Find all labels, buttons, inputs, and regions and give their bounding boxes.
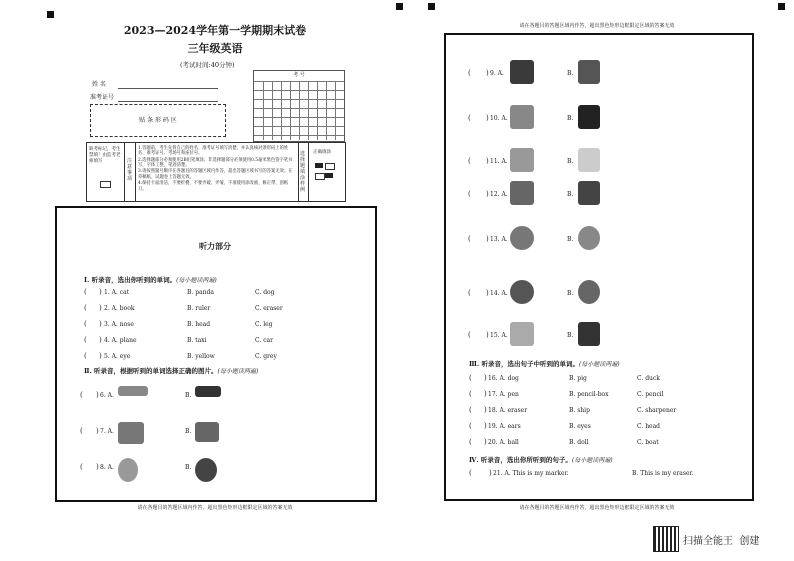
egg-icon — [510, 280, 534, 304]
option-b: B. pig — [569, 375, 587, 382]
name-label: 姓 名 — [92, 81, 106, 88]
answer-paren-open[interactable]: ( — [469, 374, 472, 382]
picture-option-a: 8. A. — [100, 464, 114, 471]
grid-line — [299, 81, 300, 140]
q-row — [84, 305, 344, 315]
notice-item: 3.请按照题号顺序在各题目的答题区域内作答，超出答题区域书写的答案无效；在草稿纸、试题卷上答题无效。 — [138, 169, 293, 180]
q-row — [469, 407, 739, 417]
watermark-text: 扫描全能王 创建 — [683, 536, 760, 547]
option-c: C. car — [255, 337, 273, 344]
corner-mark — [396, 3, 403, 10]
section2-title-text: Ⅱ. 听录音，根据听到的单词选择正确的图片。 — [84, 367, 218, 375]
balloon-icon — [578, 226, 600, 250]
picture-option-b: B. — [185, 428, 192, 435]
option-c: C. eraser — [255, 305, 283, 312]
sticker-label: 贴 条 形 码 区 — [139, 116, 177, 124]
q-row — [84, 289, 344, 299]
picture-row — [80, 428, 350, 458]
section1-title — [84, 275, 217, 284]
answer-paren-open[interactable]: ( — [468, 289, 471, 297]
section4-title — [469, 455, 613, 464]
answer-paren-close: ) — [486, 289, 489, 297]
absent-checkbox[interactable] — [100, 181, 111, 188]
grid-line — [263, 81, 264, 140]
answer-paren-open[interactable]: ( — [84, 304, 87, 312]
answer-paren-close: ) — [96, 463, 99, 471]
right-top-rule — [444, 33, 754, 34]
section3-title — [469, 359, 620, 368]
answer-paren-open[interactable]: ( — [84, 336, 87, 344]
answer-paren-open[interactable]: ( — [84, 288, 87, 296]
notice-item: 1.答题前，考生先将自己的姓名、准考证号填写清楚，并认真核对条形码上的姓名、准考证号、考场号和座位号。 — [138, 146, 289, 157]
shoe-icon — [510, 148, 534, 172]
option-a: 17. A. pen — [488, 391, 519, 398]
picture-row — [468, 236, 738, 266]
grid-line — [317, 81, 318, 140]
cola-icon — [578, 322, 600, 346]
picture-option-b: B. — [567, 236, 574, 243]
qr-logo-icon — [653, 526, 679, 552]
camscanner-watermark — [653, 526, 783, 552]
section1-title-text: Ⅰ. 听录音，选出你听到的单词。 — [84, 276, 177, 284]
peach-icon — [578, 280, 600, 304]
notice-side-label: 注意事项 — [127, 158, 133, 182]
filled-example — [325, 173, 333, 178]
picture-option-a: 10. A. — [490, 115, 508, 122]
grid-line — [281, 81, 282, 140]
option-c: C. boat — [637, 439, 659, 446]
q-row — [84, 321, 344, 331]
ball-icon — [510, 226, 534, 250]
answer-paren-close: ) — [99, 320, 102, 328]
answer-paren-open[interactable]: ( — [80, 427, 83, 435]
picture-row — [468, 158, 738, 188]
option-c: C. duck — [637, 375, 660, 382]
picture-option-b: B. — [185, 464, 192, 471]
option-b: B. eyes — [569, 423, 591, 430]
picture-option-a: 12. A. — [490, 191, 508, 198]
picture-row — [468, 70, 738, 100]
filled-example — [315, 163, 323, 168]
answer-paren-close: ) — [96, 427, 99, 435]
picture-row — [80, 464, 350, 494]
answer-paren-open[interactable]: ( — [468, 331, 471, 339]
ship-icon — [578, 181, 600, 205]
q21-row — [469, 470, 749, 480]
option-a: 3. A. nose — [104, 321, 134, 328]
answer-paren-close: ) — [99, 304, 102, 312]
exam-title: 2023—2024学年第一学期期末试卷 — [123, 24, 307, 37]
option-b: B. panda — [187, 289, 214, 296]
exam-subject: 三年级英语 — [187, 42, 243, 55]
answer-paren-open[interactable]: ( — [468, 69, 471, 77]
option-c: C. sharpener — [637, 407, 677, 414]
ruler-icon — [118, 386, 148, 396]
answer-paren-close: ) — [484, 390, 487, 398]
correct-fill-label: 正确填涂 — [313, 150, 331, 155]
pear-icon — [118, 458, 138, 482]
name-line[interactable] — [118, 88, 218, 89]
section2-title — [84, 366, 258, 375]
picture-option-a: 9. A. — [490, 70, 504, 77]
eraser-icon — [195, 386, 221, 397]
answer-paren-open[interactable]: ( — [469, 422, 472, 430]
answer-paren-open[interactable]: ( — [80, 391, 83, 399]
section4-note: (每小题读两遍) — [571, 457, 613, 464]
answer-paren-open[interactable]: ( — [468, 190, 471, 198]
option-b: B. pencil-box — [569, 391, 609, 398]
answer-paren-open[interactable]: ( — [469, 469, 472, 477]
section4-title-text: Ⅳ. 听录音，选出你所听到的句子。 — [469, 456, 572, 464]
answer-paren-open[interactable]: ( — [469, 438, 472, 446]
answer-paren-close: ) — [486, 331, 489, 339]
grid-line — [290, 81, 291, 140]
picture-option-b: B. — [567, 191, 574, 198]
option-c: C. dog — [255, 289, 275, 296]
answer-paren-open[interactable]: ( — [468, 235, 471, 243]
marker-icon — [578, 105, 600, 129]
grid-line — [272, 81, 273, 140]
answer-paren-close: ) — [486, 114, 489, 122]
q-row — [84, 353, 344, 363]
corner-mark — [47, 11, 54, 18]
option-a: 5. A. eye — [104, 353, 131, 360]
right-footer-note: 请在各题目的答题区域内作答，超出黑色矩形边框限定区域的答案无效 — [519, 505, 675, 511]
sock-icon — [578, 148, 600, 172]
answer-paren-close: ) — [486, 157, 489, 165]
picture-row — [468, 115, 738, 145]
picture-option-a: 7. A. — [100, 428, 114, 435]
option-b: B. ruler — [187, 305, 211, 312]
option-c: C. leg — [255, 321, 273, 328]
answer-paren-open[interactable]: ( — [84, 320, 87, 328]
answer-paren-close: ) — [96, 391, 99, 399]
q-row — [469, 423, 739, 433]
corner-mark — [428, 3, 435, 10]
picture-option-a: 14. A. — [490, 290, 508, 297]
bear-icon — [195, 458, 217, 482]
answer-paren-close: ) — [99, 288, 102, 296]
answer-paren-open[interactable]: ( — [469, 406, 472, 414]
notice-item: 2.选择题部分必须使用2B铅笔填涂；非选择题部分必须使用0.5毫米黑色签字笔书写，字体工整、笔迹清楚。 — [138, 157, 293, 169]
grid-line — [335, 81, 336, 140]
schoolbag-icon — [578, 60, 600, 84]
book-icon — [510, 60, 534, 84]
bus-icon — [510, 181, 534, 205]
corner-mark — [778, 3, 785, 10]
notice-box — [86, 142, 346, 202]
answer-paren-close: ) — [484, 438, 487, 446]
option-b: B. doll — [569, 439, 589, 446]
option-a: 4. A. plane — [104, 337, 137, 344]
picture-option-a: 15. A. — [490, 332, 508, 339]
example-side-label: 选择题填涂样例 — [300, 151, 306, 193]
answer-paren-close: ) — [99, 352, 102, 360]
picture-option-a: 13. A. — [490, 236, 508, 243]
picture-row — [468, 332, 738, 362]
grid-line — [326, 81, 327, 140]
option-c: C. head — [637, 423, 661, 430]
section3-title-text: Ⅲ. 听录音，选出句子中听到的单词。 — [469, 360, 579, 368]
answer-paren-open[interactable]: ( — [80, 463, 83, 471]
option-a: 2. A. book — [104, 305, 135, 312]
q-row — [469, 439, 739, 449]
bird-icon — [195, 422, 219, 442]
option-b: B. yellow — [187, 353, 215, 360]
picture-option-a: 11. A. — [490, 158, 508, 165]
q21-option-b: B. This is my eraser. — [632, 470, 694, 477]
barcode-sticker-area — [90, 104, 226, 137]
answer-paren-open[interactable]: ( — [468, 114, 471, 122]
option-a: 20. A. ball — [488, 439, 519, 446]
section3-note: (每小题读两遍) — [578, 361, 620, 368]
q-row — [469, 375, 739, 385]
answer-paren-open[interactable]: ( — [469, 390, 472, 398]
glue-icon — [510, 105, 534, 129]
option-b: B. taxi — [187, 337, 207, 344]
empty-example — [325, 163, 335, 170]
picture-row — [468, 191, 738, 221]
option-a: 18. A. eraser — [488, 407, 528, 414]
q-row — [469, 391, 739, 401]
option-c: C. grey — [255, 353, 277, 360]
cat-icon — [118, 422, 144, 444]
exam-number-grid[interactable] — [253, 70, 345, 142]
answer-paren-close: ) — [489, 469, 492, 477]
left-footer-note: 请在各题目的答题区域内作答，超出黑色矩形边框限定区域的答案无效 — [137, 505, 293, 511]
section2-note: (每小题读两遍) — [217, 368, 259, 375]
option-b: B. ship — [569, 407, 590, 414]
option-a: 1. A. cat — [104, 289, 130, 296]
notice-item: 4.保持卡面清洁，不要折叠、不要弄破、弄皱，不准使用涂改液、修正带、刮纸刀。 — [138, 181, 289, 192]
answer-paren-close: ) — [484, 422, 487, 430]
id-label: 准考证号 — [90, 94, 115, 101]
picture-option-b: B. — [567, 70, 574, 77]
answer-paren-close: ) — [486, 235, 489, 243]
exam-number-label: 考 号 — [293, 72, 305, 78]
picture-option-b: B. — [567, 115, 574, 122]
answer-paren-close: ) — [484, 406, 487, 414]
answer-paren-open[interactable]: ( — [84, 352, 87, 360]
picture-option-b: B. — [185, 392, 192, 399]
empty-example — [315, 173, 325, 180]
answer-paren-close: ) — [99, 336, 102, 344]
absent-mark-note: 缺考标记，考生禁填！由监考老师填写 — [89, 147, 121, 164]
picture-option-b: B. — [567, 158, 574, 165]
answer-paren-close: ) — [486, 69, 489, 77]
answer-paren-close: ) — [486, 190, 489, 198]
answer-paren-close: ) — [484, 374, 487, 382]
picture-option-a: 6. A. — [100, 392, 114, 399]
grid-line — [308, 81, 309, 140]
picture-option-b: B. — [567, 290, 574, 297]
q-row — [84, 337, 344, 347]
option-a: 19. A. ears — [488, 423, 521, 430]
option-c: C. pencil — [637, 391, 664, 398]
option-b: B. head — [187, 321, 211, 328]
water-icon — [510, 322, 534, 346]
exam-time: (考试时间:40分钟) — [180, 61, 235, 69]
picture-option-b: B. — [567, 332, 574, 339]
answer-paren-open[interactable]: ( — [468, 157, 471, 165]
listening-title: 听力部分 — [199, 242, 231, 251]
section1-note: (每小题读两遍) — [176, 277, 217, 284]
q21-option-a: 21. A. This is my marker. — [493, 470, 569, 477]
option-a: 16. A. dog — [488, 375, 519, 382]
picture-row — [80, 392, 350, 422]
picture-row — [468, 290, 738, 320]
right-header-note: 请在各题目的答题区域内作答，超出黑色矩形边框限定区域的答案无效 — [519, 23, 675, 29]
id-line[interactable] — [118, 101, 218, 102]
